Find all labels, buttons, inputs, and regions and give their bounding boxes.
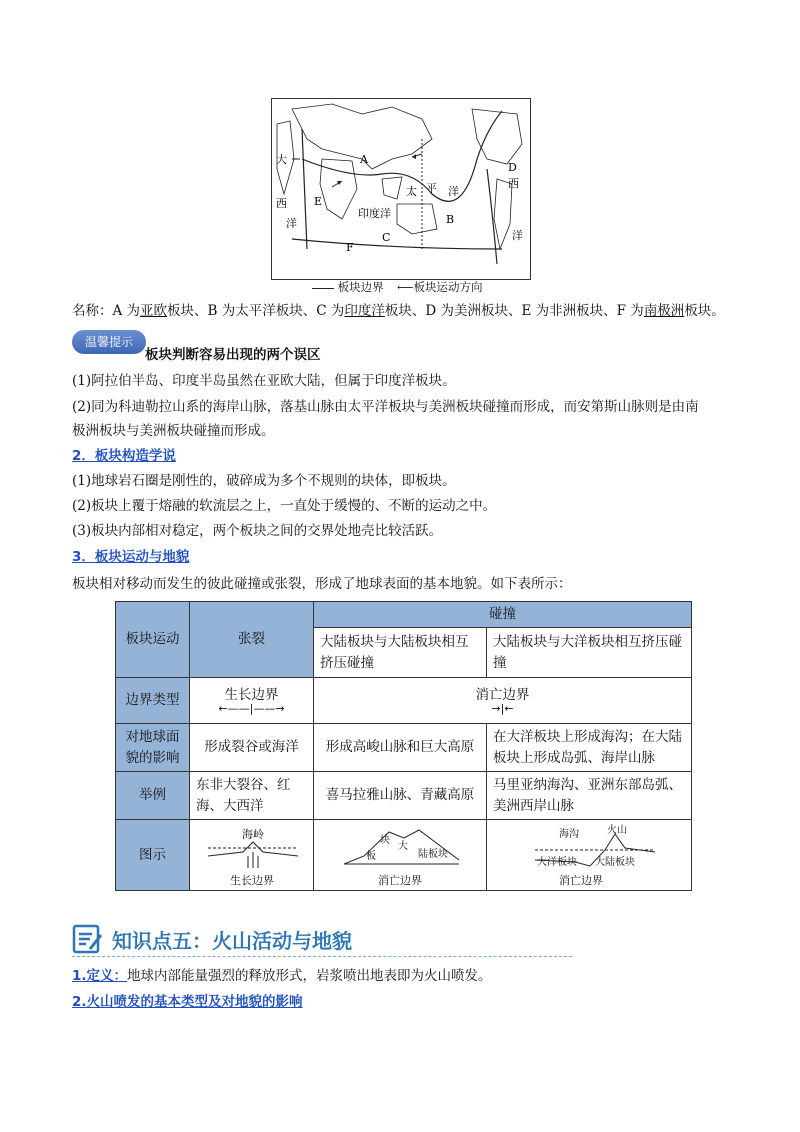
tip-title: 板块判断容易出现的两个误区: [145, 347, 321, 363]
tip-badge: 温馨提示: [72, 330, 146, 354]
figure-co: [487, 820, 692, 891]
tip-point-2-a: (2)同为科迪勒拉山系的海岸山脉，落基山脉由太平洋板块与美洲板块碰撞而形成，而安第斯山脉则是由南: [72, 399, 699, 415]
svg-text:西: 西: [276, 197, 287, 210]
s2-point-1: (1)地球岩石圈是刚性的，破碎成为多个不规则的块体，即板块。: [72, 473, 456, 489]
legend-boundary: 板块边界: [337, 280, 384, 294]
fig2-label-a: 板: [366, 851, 376, 862]
svg-text:印度洋: 印度洋: [358, 207, 391, 220]
svg-text:A: A: [360, 153, 368, 166]
svg-text:E: E: [314, 195, 323, 208]
fig2-bottom-label: 消亡边界: [378, 874, 422, 887]
fig1-top-label: 海岭: [242, 828, 264, 841]
header-motion: 板块运动: [116, 602, 190, 678]
arrow-left-icon: ⟵: [396, 280, 414, 294]
s2-point-2: (2)板块上覆于熔融的软流层之上，一直处于缓慢的、不断的运动之中。: [72, 498, 497, 514]
section-5-item-2: 2.火山喷发的基本类型及对地貌的影响: [72, 994, 303, 1010]
tip-point-2-b: 极洲板块与美洲板块碰撞而形成。: [72, 423, 275, 439]
impact-rift: 形成裂谷或海洋: [190, 724, 314, 772]
header-continent-ocean: 大陆板块与大洋板块相互挤压碰撞: [487, 628, 692, 678]
row-figure-label: 图示: [116, 820, 190, 891]
row-boundary-label: 边界类型: [116, 678, 190, 724]
fig3-bottom-label: 消亡边界: [559, 874, 603, 887]
section-2-heading: 2．板块构造学说: [72, 448, 176, 464]
notes-icon: [72, 923, 104, 955]
svg-text:平: 平: [426, 182, 437, 195]
svg-text:洋: 洋: [286, 217, 297, 230]
example-co: 马里亚纳海沟、亚洲东部岛弧、美洲西岸山脉: [487, 772, 692, 820]
header-collide: 碰撞: [314, 602, 692, 628]
svg-text:F: F: [346, 241, 354, 254]
definition-text: 地球内部能量强烈的释放形式，岩浆喷出地表即为火山喷发。: [127, 968, 492, 984]
section-5-divider: [72, 956, 572, 957]
row-impact-label: 对地球面貌的影响: [116, 724, 190, 772]
tip-point-1: (1)阿拉伯半岛、印度半岛虽然在亚欧大陆，但属于印度洋板块。: [72, 373, 456, 389]
section-3-heading: 3．板块运动与地貌: [72, 549, 190, 565]
svg-text:西: 西: [508, 177, 519, 190]
figure-rift: [190, 820, 314, 891]
plate-names: 名称：A 为亚欧板块、B 为太平洋板块、C 为印度洋板块、D 为美洲板块、E 为非洲板块、F 为南极洲板块。: [72, 303, 725, 319]
legend-direction: 板块运动方向: [413, 280, 483, 294]
figure-cc: [314, 820, 487, 891]
fig2-label-b: 块: [380, 835, 390, 846]
fig3-volcano-label: 火山: [607, 825, 627, 836]
example-rift: 东非大裂谷、红海、大西洋: [190, 772, 314, 820]
destructive-boundary-label: 消亡边界: [475, 686, 530, 703]
destructive-boundary-symbol: →|←: [491, 701, 514, 715]
section-5-title: 知识点五：火山活动与地貌: [112, 929, 352, 953]
growth-boundary-symbol: ←——|——→: [218, 701, 285, 715]
impact-co: 在大洋板块上形成海沟；在大陆板块上形成岛弧、海岸山脉: [487, 724, 692, 772]
fig1-bottom-label: 生长边界: [230, 874, 274, 887]
svg-text:C: C: [382, 231, 391, 244]
svg-text:洋: 洋: [448, 185, 459, 198]
impact-cc: 形成高峻山脉和巨大高原: [314, 724, 487, 772]
header-rift: 张裂: [190, 602, 314, 678]
svg-text:大: 大: [276, 153, 287, 166]
section-3-intro: 板块相对移动而发生的彼此碰撞或张裂，形成了地球表面的基本地貌。如下表所示：: [72, 576, 572, 592]
s2-point-3: (3)板块内部相对稳定，两个板块之间的交界处地壳比较活跃。: [72, 523, 443, 539]
svg-text:D: D: [508, 161, 517, 174]
fig3-ocean-label: 大洋板块: [537, 857, 577, 868]
fig3-continent-label: 大陆板块: [595, 857, 635, 868]
svg-text:B: B: [446, 213, 455, 226]
growth-boundary-label: 生长边界: [224, 686, 279, 703]
svg-text:洋: 洋: [512, 229, 523, 242]
definition-line: [72, 966, 492, 986]
fig3-trench-label: 海沟: [559, 829, 579, 840]
example-cc: 喜马拉雅山脉、青藏高原: [314, 772, 487, 820]
header-continent-continent: 大陆板块与大陆板块相互挤压碰撞: [314, 628, 487, 678]
svg-text:太: 太: [406, 185, 417, 198]
plate-motion-table: [115, 601, 692, 891]
row-example-label: 举例: [116, 772, 190, 820]
fig2-label-d: 陆板块: [418, 849, 448, 860]
fig2-label-c: 大: [398, 841, 408, 852]
definition-label: 1.定义：: [72, 968, 128, 984]
plate-map: [271, 98, 531, 294]
